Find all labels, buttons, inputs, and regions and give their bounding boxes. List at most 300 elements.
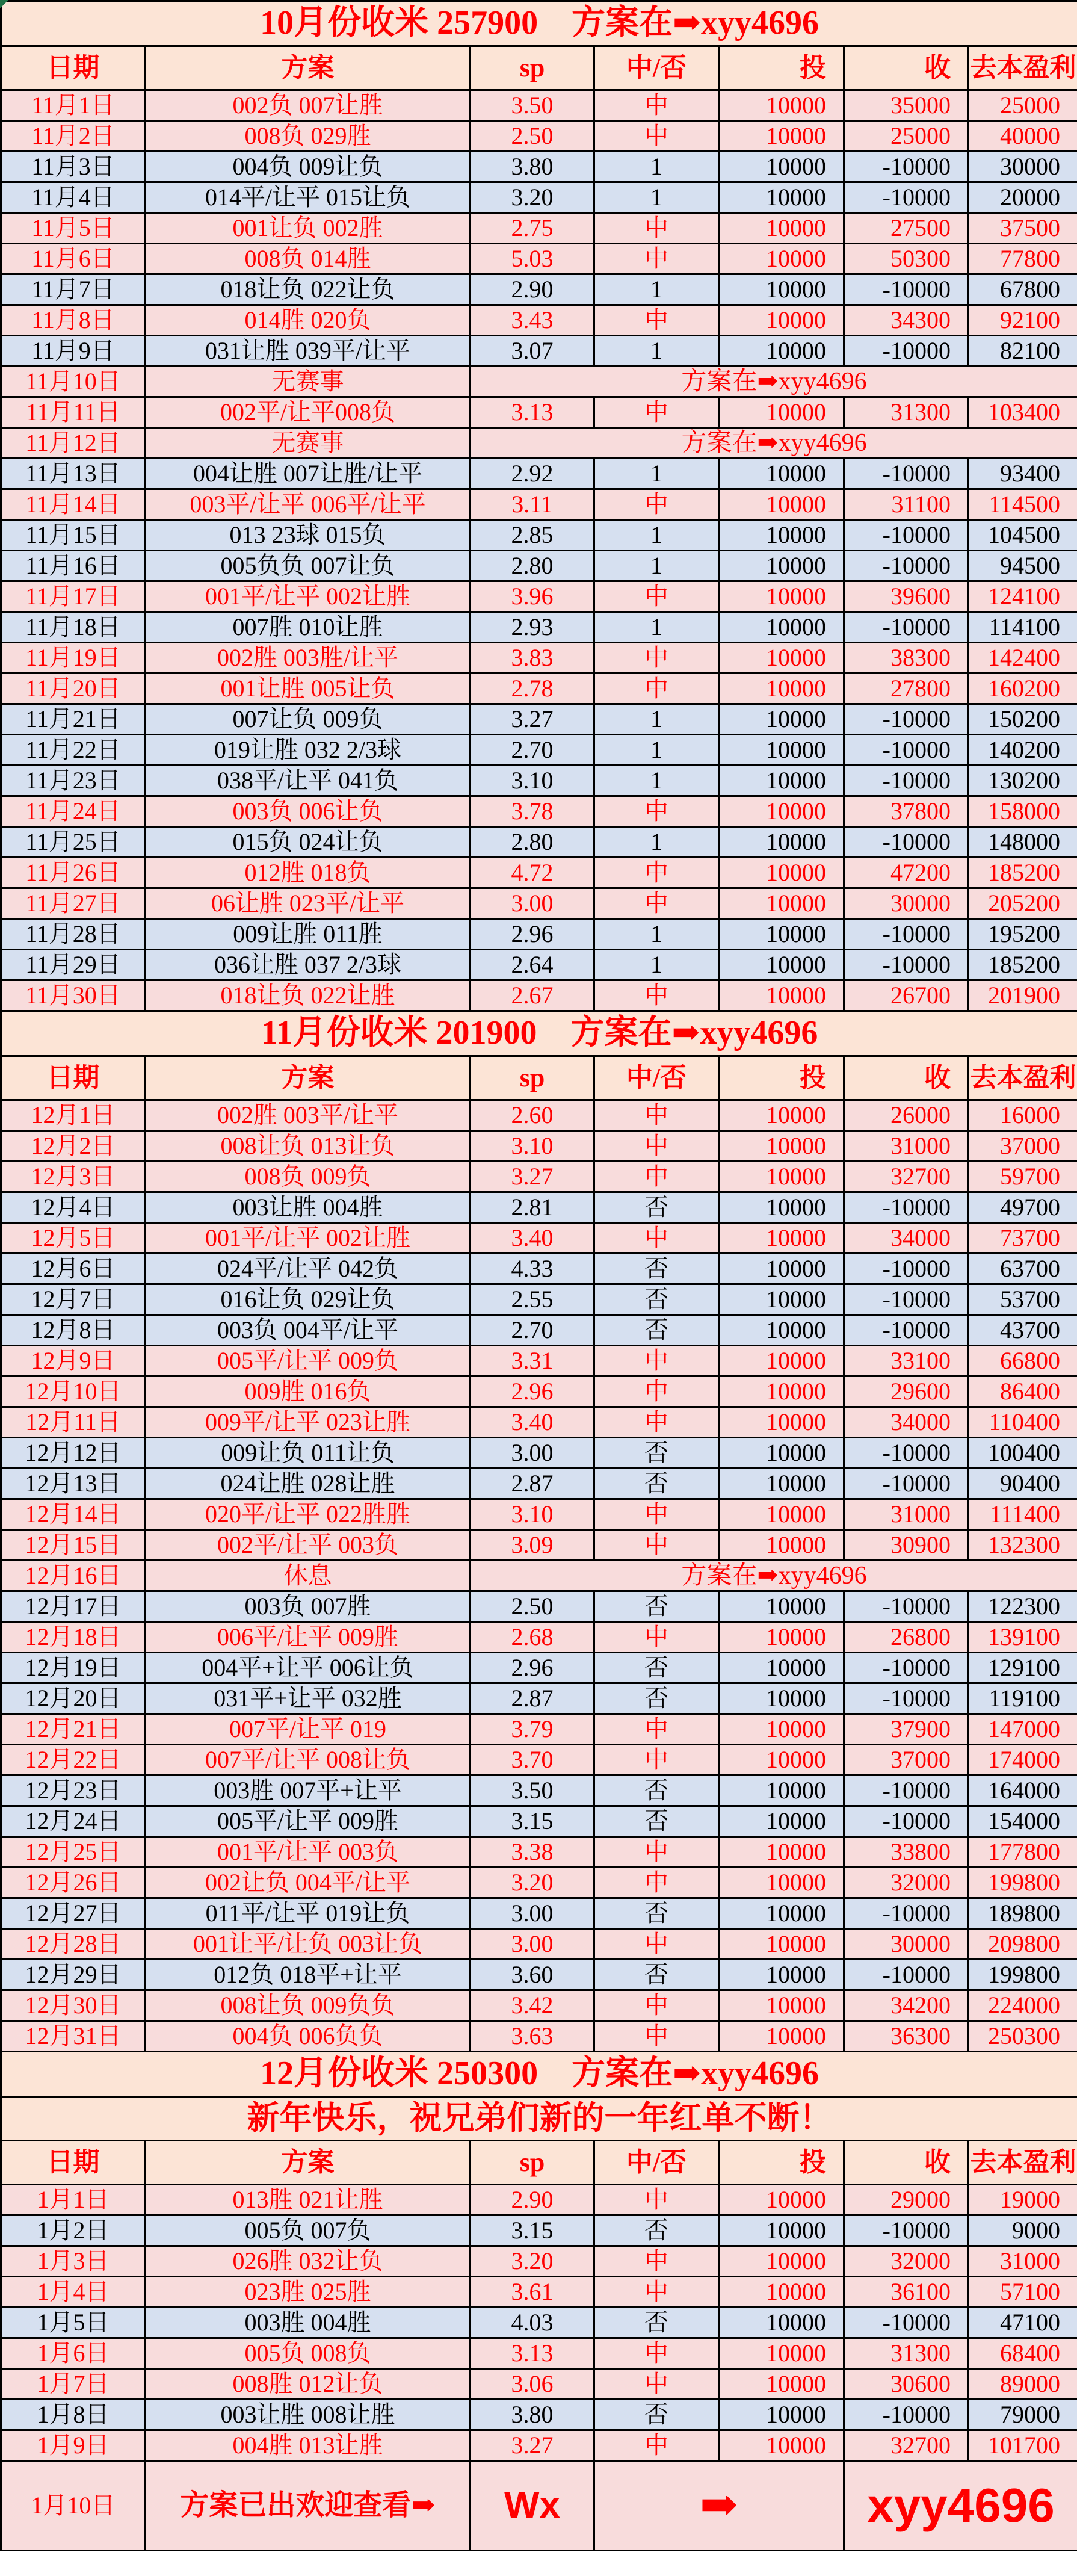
profit-cell: 250300: [969, 2021, 1077, 2052]
result-cell: 1: [594, 182, 719, 213]
table-row: [1, 428, 1077, 459]
stake-cell: 10000: [719, 735, 844, 766]
plan-cell: 018让负 022让胜: [146, 980, 471, 1011]
table-row: [1, 1653, 1077, 1683]
plan-cell: 020平/让平 022胜胜: [146, 1499, 471, 1530]
return-cell: 37800: [844, 796, 969, 827]
profit-cell: 189800: [969, 1898, 1077, 1929]
result-cell: 中: [594, 581, 719, 612]
date-cell: 1月10日: [1, 2461, 146, 2551]
return-cell: -10000: [844, 1898, 969, 1929]
table-row: [1, 1806, 1077, 1837]
profit-cell: 20000: [969, 182, 1077, 213]
profit-cell: 114100: [969, 612, 1077, 643]
result-cell: 否: [594, 1653, 719, 1683]
sp-cell: 3.27: [471, 2430, 594, 2461]
stake-cell: 10000: [719, 858, 844, 888]
date-cell: 11月27日: [1, 888, 146, 919]
stake-cell: 10000: [719, 2277, 844, 2308]
plan-cell: 003让胜 004胜: [146, 1192, 471, 1223]
note-cell: 方案在➡xyy4696: [471, 367, 1077, 397]
date-cell: 12月9日: [1, 1346, 146, 1376]
stake-cell: 10000: [719, 213, 844, 244]
plan-cell: 031让胜 039平/让平: [146, 336, 471, 367]
stake-cell: 10000: [719, 704, 844, 735]
stake-cell: 10000: [719, 1806, 844, 1837]
result-cell: 中: [594, 121, 719, 152]
column-header-5: 收: [844, 1056, 969, 1100]
table-row: [1, 152, 1077, 182]
return-cell: 33100: [844, 1346, 969, 1376]
plan-cell: 008负 014胜: [146, 244, 471, 274]
sp-cell: 4.33: [471, 1254, 594, 1284]
return-cell: 33800: [844, 1837, 969, 1868]
sp-cell: 3.06: [471, 2369, 594, 2400]
return-cell: 31300: [844, 397, 969, 428]
plan-cell: 005负负 007让负: [146, 551, 471, 581]
table-row: [1, 2215, 1077, 2246]
stake-cell: 10000: [719, 2338, 844, 2369]
result-cell: 中: [594, 1376, 719, 1407]
sp-cell: 2.85: [471, 520, 594, 551]
stake-cell: 10000: [719, 1745, 844, 1776]
table-row: [1, 46, 1077, 90]
table-row: [1, 858, 1077, 888]
date-cell: 11月4日: [1, 182, 146, 213]
result-cell: 1: [594, 950, 719, 980]
sp-cell: 3.83: [471, 643, 594, 673]
profit-cell: 130200: [969, 766, 1077, 796]
date-cell: 12月28日: [1, 1929, 146, 1960]
date-cell: 11月14日: [1, 489, 146, 520]
date-cell: 11月20日: [1, 673, 146, 704]
table-row: [1, 643, 1077, 673]
date-cell: 11月15日: [1, 520, 146, 551]
table-row: [1, 213, 1077, 244]
column-header-0: 日期: [1, 46, 146, 90]
profit-cell: 199800: [969, 1868, 1077, 1898]
result-cell: 中: [594, 2277, 719, 2308]
stake-cell: 10000: [719, 1929, 844, 1960]
result-cell: 否: [594, 1683, 719, 1714]
profit-cell: 110400: [969, 1407, 1077, 1438]
sp-cell: 3.40: [471, 1407, 594, 1438]
table-row: [1, 2369, 1077, 2400]
stake-cell: 10000: [719, 888, 844, 919]
profit-cell: 49700: [969, 1192, 1077, 1223]
column-header-1: 方案: [146, 46, 471, 90]
stake-cell: 10000: [719, 1960, 844, 1990]
return-cell: 34200: [844, 1990, 969, 2021]
plan-cell: 无赛事: [146, 367, 471, 397]
profit-cell: 9000: [969, 2215, 1077, 2246]
table-row: [1, 1561, 1077, 1591]
sp-cell: 3.96: [471, 581, 594, 612]
result-cell: 中: [594, 1499, 719, 1530]
date-cell: 11月1日: [1, 90, 146, 121]
sp-cell: 3.15: [471, 2215, 594, 2246]
stake-cell: 10000: [719, 397, 844, 428]
table-row: [1, 520, 1077, 551]
result-cell: 1: [594, 551, 719, 581]
stake-cell: 10000: [719, 551, 844, 581]
sp-cell: 3.78: [471, 796, 594, 827]
column-header-3: 中/否: [594, 2141, 719, 2185]
result-cell: 1: [594, 612, 719, 643]
sp-cell: 2.92: [471, 459, 594, 489]
stake-cell: 10000: [719, 459, 844, 489]
plan-cell: 006平/让平 009胜: [146, 1622, 471, 1653]
result-cell: 1: [594, 336, 719, 367]
sp-cell: 2.93: [471, 612, 594, 643]
date-cell: 11月10日: [1, 367, 146, 397]
table-row: [1, 274, 1077, 305]
date-cell: 12月17日: [1, 1591, 146, 1622]
profit-cell: 31000: [969, 2246, 1077, 2277]
return-cell: 30000: [844, 1929, 969, 1960]
result-cell: 中: [594, 305, 719, 336]
return-cell: 32000: [844, 2246, 969, 2277]
result-cell: 否: [594, 1315, 719, 1346]
sp-cell: 3.10: [471, 766, 594, 796]
return-cell: -10000: [844, 1192, 969, 1223]
sp-cell: 2.55: [471, 1284, 594, 1315]
plan-cell: 016让负 029让负: [146, 1284, 471, 1315]
return-cell: -10000: [844, 766, 969, 796]
plan-cell: 008胜 012让负: [146, 2369, 471, 2400]
stake-cell: 10000: [719, 1622, 844, 1653]
return-cell: 26800: [844, 1622, 969, 1653]
sp-cell: 3.38: [471, 1837, 594, 1868]
result-cell: 1: [594, 919, 719, 950]
table-row: [1, 397, 1077, 428]
plan-cell: 003负 006让负: [146, 796, 471, 827]
table-row: [1, 2461, 1077, 2551]
plan-cell: 002平/让平 003负: [146, 1530, 471, 1561]
result-cell: 否: [594, 2308, 719, 2338]
profit-cell: 25000: [969, 90, 1077, 121]
plan-cell: 003负 007胜: [146, 1591, 471, 1622]
table-row: [1, 2400, 1077, 2430]
result-cell: 中: [594, 643, 719, 673]
result-cell: 否: [594, 1438, 719, 1469]
date-cell: 1月2日: [1, 2215, 146, 2246]
stake-cell: 10000: [719, 766, 844, 796]
stake-cell: 10000: [719, 950, 844, 980]
stake-cell: 10000: [719, 919, 844, 950]
date-cell: 11月30日: [1, 980, 146, 1011]
stake-cell: 10000: [719, 1346, 844, 1376]
return-cell: -10000: [844, 1591, 969, 1622]
date-cell: 11月26日: [1, 858, 146, 888]
result-cell: 中: [594, 1990, 719, 2021]
sp-cell: 3.63: [471, 2021, 594, 2052]
sp-cell: 3.79: [471, 1714, 594, 1745]
column-header-3: 中/否: [594, 46, 719, 90]
date-cell: 12月30日: [1, 1990, 146, 2021]
table-row: [1, 1192, 1077, 1223]
return-cell: 36300: [844, 2021, 969, 2052]
date-cell: 1月7日: [1, 2369, 146, 2400]
table-row: [1, 2185, 1077, 2215]
column-header-2: sp: [471, 46, 594, 90]
date-cell: 11月21日: [1, 704, 146, 735]
stake-cell: 10000: [719, 1683, 844, 1714]
plan-cell: 001平/让平 002让胜: [146, 1223, 471, 1254]
plan-cell: 003胜 004胜: [146, 2308, 471, 2338]
result-cell: 中: [594, 1929, 719, 1960]
profit-cell: 37500: [969, 213, 1077, 244]
sheet-corner-mark: [0, 0, 8, 8]
table-row: [1, 1745, 1077, 1776]
result-cell: 中: [594, 1868, 719, 1898]
result-cell: 否: [594, 1591, 719, 1622]
table-row: [1, 735, 1077, 766]
date-cell: 12月13日: [1, 1469, 146, 1499]
return-cell: 47200: [844, 858, 969, 888]
table-row: [1, 1376, 1077, 1407]
plan-cell: 002负 007让胜: [146, 90, 471, 121]
date-cell: 12月15日: [1, 1530, 146, 1561]
result-cell: 中: [594, 1100, 719, 1131]
profit-cell: 30000: [969, 152, 1077, 182]
return-cell: 32700: [844, 2430, 969, 2461]
return-cell: 50300: [844, 244, 969, 274]
table-row: [1, 673, 1077, 704]
plan-cell: 008让负 009负负: [146, 1990, 471, 2021]
return-cell: 30900: [844, 1530, 969, 1561]
date-cell: 11月9日: [1, 336, 146, 367]
result-cell: 否: [594, 1776, 719, 1806]
contact-id: xyy4696: [844, 2461, 1077, 2551]
sp-cell: 3.31: [471, 1346, 594, 1376]
date-cell: 12月10日: [1, 1376, 146, 1407]
result-cell: 中: [594, 673, 719, 704]
profit-cell: 67800: [969, 274, 1077, 305]
sp-cell: 2.70: [471, 1315, 594, 1346]
sp-cell: 3.60: [471, 1960, 594, 1990]
plan-cell: 005负 007负: [146, 2215, 471, 2246]
sp-cell: 3.10: [471, 1499, 594, 1530]
result-cell: 中: [594, 1346, 719, 1376]
return-cell: 31000: [844, 1499, 969, 1530]
plan-cell: 003负 004平/让平: [146, 1315, 471, 1346]
profit-cell: 59700: [969, 1162, 1077, 1192]
return-cell: -10000: [844, 1284, 969, 1315]
column-header-3: 中/否: [594, 1056, 719, 1100]
profit-cell: 103400: [969, 397, 1077, 428]
profit-cell: 158000: [969, 796, 1077, 827]
profit-cell: 122300: [969, 1591, 1077, 1622]
plan-cell: 012胜 018负: [146, 858, 471, 888]
date-cell: 12月1日: [1, 1100, 146, 1131]
plan-cell: 007平/让平 019: [146, 1714, 471, 1745]
date-cell: 12月25日: [1, 1837, 146, 1868]
result-cell: 中: [594, 1622, 719, 1653]
sp-cell: 3.07: [471, 336, 594, 367]
table-row: [1, 121, 1077, 152]
stake-cell: 10000: [719, 1591, 844, 1622]
table-row: [1, 90, 1077, 121]
sp-cell: 2.68: [471, 1622, 594, 1653]
plan-cell: 003让胜 008让胜: [146, 2400, 471, 2430]
column-header-1: 方案: [146, 1056, 471, 1100]
profit-cell: 19000: [969, 2185, 1077, 2215]
profit-cell: 73700: [969, 1223, 1077, 1254]
result-cell: 否: [594, 1192, 719, 1223]
stake-cell: 10000: [719, 796, 844, 827]
sp-cell: 3.27: [471, 704, 594, 735]
result-cell: 1: [594, 274, 719, 305]
column-header-2: sp: [471, 2141, 594, 2185]
return-cell: -10000: [844, 152, 969, 182]
plan-cell: 001让平/让负 003让负: [146, 1929, 471, 1960]
plan-cell: 008让负 013让负: [146, 1131, 471, 1162]
table-row: [1, 2430, 1077, 2461]
plan-cell: 008负 009负: [146, 1162, 471, 1192]
stake-cell: 10000: [719, 1162, 844, 1192]
sp-cell: 3.20: [471, 1868, 594, 1898]
result-cell: 否: [594, 1806, 719, 1837]
sp-cell: 2.87: [471, 1469, 594, 1499]
table-row: [1, 2052, 1077, 2097]
return-cell: 32000: [844, 1868, 969, 1898]
date-cell: 12月12日: [1, 1438, 146, 1469]
return-cell: 31000: [844, 1131, 969, 1162]
table-row: [1, 305, 1077, 336]
plan-cell: 023胜 025胜: [146, 2277, 471, 2308]
stake-cell: 10000: [719, 1192, 844, 1223]
table-row: [1, 612, 1077, 643]
stake-cell: 10000: [719, 2430, 844, 2461]
result-cell: 否: [594, 2215, 719, 2246]
plan-cell: 005平/让平 009负: [146, 1346, 471, 1376]
return-cell: -10000: [844, 735, 969, 766]
profit-cell: 199800: [969, 1960, 1077, 1990]
sp-cell: 3.70: [471, 1745, 594, 1776]
plan-cell: 002平/让平008负: [146, 397, 471, 428]
date-cell: 12月3日: [1, 1162, 146, 1192]
date-cell: 11月2日: [1, 121, 146, 152]
result-cell: 中: [594, 2430, 719, 2461]
plan-cell: 038平/让平 041负: [146, 766, 471, 796]
sp-cell: 2.96: [471, 1376, 594, 1407]
plan-cell: 013 23球 015负: [146, 520, 471, 551]
plan-cell: 001让负 002胜: [146, 213, 471, 244]
table-row: [1, 1622, 1077, 1653]
table-row: [1, 1131, 1077, 1162]
sp-cell: 2.80: [471, 551, 594, 581]
column-header-2: sp: [471, 1056, 594, 1100]
plan-cell: 001平/让平 003负: [146, 1837, 471, 1868]
return-cell: 26700: [844, 980, 969, 1011]
sp-cell: 3.20: [471, 182, 594, 213]
sp-cell: 3.42: [471, 1990, 594, 2021]
date-cell: 1月6日: [1, 2338, 146, 2369]
column-header-1: 方案: [146, 2141, 471, 2185]
profit-cell: 94500: [969, 551, 1077, 581]
table-row: [1, 919, 1077, 950]
return-cell: 32700: [844, 1162, 969, 1192]
plan-cell: 002胜 003胜/让平: [146, 643, 471, 673]
stake-cell: 10000: [719, 1254, 844, 1284]
profit-cell: 195200: [969, 919, 1077, 950]
date-cell: 12月21日: [1, 1714, 146, 1745]
return-cell: 30000: [844, 888, 969, 919]
result-cell: 中: [594, 1714, 719, 1745]
plan-cell: 009让负 011让负: [146, 1438, 471, 1469]
sp-cell: 3.00: [471, 1898, 594, 1929]
stake-cell: 10000: [719, 1868, 844, 1898]
date-cell: 11月11日: [1, 397, 146, 428]
sp-cell: 2.81: [471, 1192, 594, 1223]
plan-cell: 004平+让平 006让负: [146, 1653, 471, 1683]
return-cell: -10000: [844, 2308, 969, 2338]
table-row: [1, 1776, 1077, 1806]
return-cell: 34000: [844, 1223, 969, 1254]
sp-cell: 3.10: [471, 1131, 594, 1162]
table-row: [1, 1469, 1077, 1499]
section-title: 11月份收米 201900 方案在➡xyy4696: [1, 1011, 1077, 1056]
plan-cell: 06让胜 023平/让平: [146, 888, 471, 919]
date-cell: 12月2日: [1, 1131, 146, 1162]
return-cell: 35000: [844, 90, 969, 121]
stake-cell: 10000: [719, 1990, 844, 2021]
sp-cell: 3.13: [471, 397, 594, 428]
table-row: [1, 2141, 1077, 2185]
profit-cell: 86400: [969, 1376, 1077, 1407]
date-cell: 11月16日: [1, 551, 146, 581]
date-cell: 11月28日: [1, 919, 146, 950]
date-cell: 12月29日: [1, 1960, 146, 1990]
table-row: [1, 1683, 1077, 1714]
date-cell: 1月9日: [1, 2430, 146, 2461]
plan-cell: 005负 008负: [146, 2338, 471, 2369]
sp-cell: 2.96: [471, 919, 594, 950]
column-header-0: 日期: [1, 2141, 146, 2185]
sp-cell: 2.64: [471, 950, 594, 980]
date-cell: 11月17日: [1, 581, 146, 612]
stake-cell: 10000: [719, 2185, 844, 2215]
stake-cell: 10000: [719, 1837, 844, 1868]
sp-cell: 3.09: [471, 1530, 594, 1561]
plan-cell: 004让胜 007让胜/让平: [146, 459, 471, 489]
date-cell: 11月24日: [1, 796, 146, 827]
date-cell: 1月8日: [1, 2400, 146, 2430]
sp-cell: 3.00: [471, 1438, 594, 1469]
date-cell: 11月5日: [1, 213, 146, 244]
plan-cell: 005平/让平 009胜: [146, 1806, 471, 1837]
table-row: [1, 980, 1077, 1011]
profit-cell: 68400: [969, 2338, 1077, 2369]
table-row: [1, 1960, 1077, 1990]
return-cell: 26000: [844, 1100, 969, 1131]
plan-cell: 无赛事: [146, 428, 471, 459]
return-cell: -10000: [844, 1653, 969, 1683]
stake-cell: 10000: [719, 152, 844, 182]
plan-cell: 007胜 010让胜: [146, 612, 471, 643]
profit-cell: 104500: [969, 520, 1077, 551]
stake-cell: 10000: [719, 2246, 844, 2277]
result-cell: 中: [594, 888, 719, 919]
sp-cell: 3.00: [471, 1929, 594, 1960]
return-cell: -10000: [844, 336, 969, 367]
plan-cell: 009让胜 011胜: [146, 919, 471, 950]
table-row: [1, 244, 1077, 274]
result-cell: 1: [594, 459, 719, 489]
return-cell: -10000: [844, 1960, 969, 1990]
result-cell: 中: [594, 2338, 719, 2369]
